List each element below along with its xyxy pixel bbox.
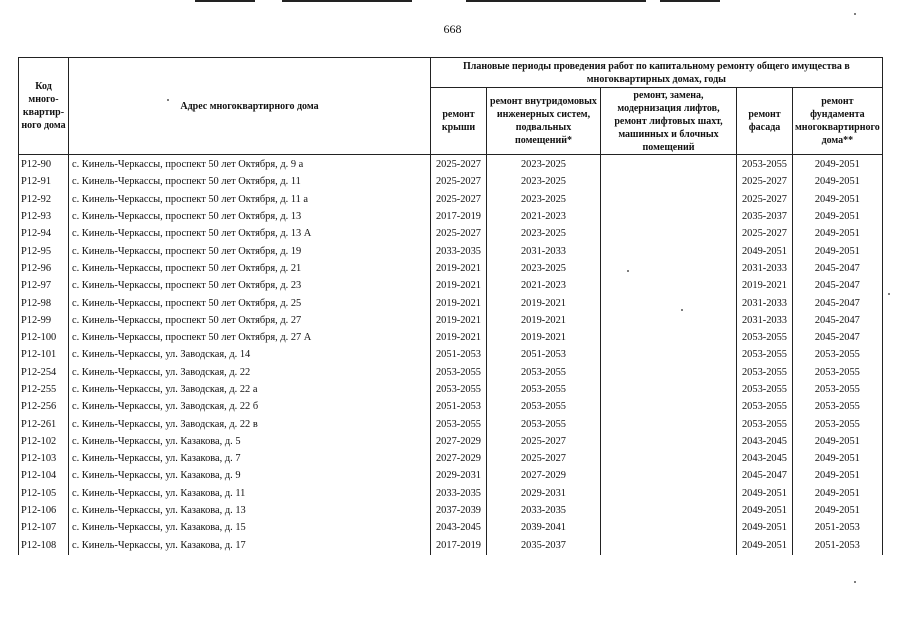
cell-foundation: 2045-2047 (793, 294, 883, 311)
cell-foundation: 2049-2051 (793, 242, 883, 259)
cell-foundation: 2045-2047 (793, 329, 883, 346)
cell-elevators (601, 208, 737, 225)
cell-code: Р12-105 (19, 485, 69, 502)
cell-roof: 2033-2035 (431, 485, 487, 502)
header-foundation: ремонт фундамента многоквартирного дома** (793, 88, 883, 155)
cell-address: с. Кинель-Черкассы, ул. Казакова, д. 15 (69, 519, 431, 536)
table-row (19, 485, 883, 502)
cell-address: с. Кинель-Черкассы, ул. Казакова, д. 11 (69, 485, 431, 502)
cell-systems: 2023-2025 (487, 260, 601, 277)
cell-roof: 2019-2021 (431, 329, 487, 346)
cell-foundation: 2049-2051 (793, 173, 883, 190)
cell-facade: 2031-2033 (737, 294, 793, 311)
scan-speck (854, 13, 856, 15)
cell-systems: 2023-2025 (487, 225, 601, 242)
scan-artifact-line (195, 0, 255, 2)
cell-address: с. Кинель-Черкассы, проспект 50 лет Октября, д. 13 А (69, 225, 431, 242)
header-address: Адрес многоквартирного дома (69, 58, 431, 155)
cell-address: с. Кинель-Черкассы, проспект 50 лет Октября, д. 13 (69, 208, 431, 225)
cell-foundation: 2053-2055 (793, 364, 883, 381)
cell-roof: 2053-2055 (431, 415, 487, 432)
cell-foundation: 2053-2055 (793, 346, 883, 363)
cell-address: с. Кинель-Черкассы, ул. Казакова, д. 5 (69, 433, 431, 450)
table-row (19, 502, 883, 519)
cell-roof: 2025-2027 (431, 225, 487, 242)
cell-roof: 2025-2027 (431, 155, 487, 174)
cell-systems: 2033-2035 (487, 502, 601, 519)
cell-foundation: 2049-2051 (793, 155, 883, 174)
cell-elevators (601, 225, 737, 242)
cell-foundation: 2053-2055 (793, 381, 883, 398)
header-code: Код много-квартир-ного дома (19, 58, 69, 155)
cell-facade: 2053-2055 (737, 346, 793, 363)
cell-facade: 2053-2055 (737, 415, 793, 432)
cell-facade: 2035-2037 (737, 208, 793, 225)
cell-roof: 2017-2019 (431, 208, 487, 225)
table-row (19, 208, 883, 225)
cell-elevators (601, 364, 737, 381)
cell-elevators (601, 242, 737, 259)
cell-code: Р12-95 (19, 242, 69, 259)
header-planned-periods: Плановые периоды проведения работ по капитальному ремонту общего имущества в многоквартирных домах, годы (431, 58, 883, 88)
cell-foundation: 2049-2051 (793, 433, 883, 450)
cell-facade: 2025-2027 (737, 225, 793, 242)
cell-address: с. Кинель-Черкассы, ул. Казакова, д. 13 (69, 502, 431, 519)
cell-elevators (601, 415, 737, 432)
table-row (19, 312, 883, 329)
table-row (19, 381, 883, 398)
cell-facade: 2025-2027 (737, 173, 793, 190)
cell-foundation: 2049-2051 (793, 225, 883, 242)
cell-elevators (601, 346, 737, 363)
table-row (19, 225, 883, 242)
cell-foundation: 2049-2051 (793, 485, 883, 502)
cell-elevators (601, 537, 737, 555)
cell-code: Р12-93 (19, 208, 69, 225)
cell-address: с. Кинель-Черкассы, ул. Казакова, д. 7 (69, 450, 431, 467)
cell-roof: 2029-2031 (431, 467, 487, 484)
cell-code: Р12-101 (19, 346, 69, 363)
cell-roof: 2053-2055 (431, 381, 487, 398)
cell-address: с. Кинель-Черкассы, ул. Казакова, д. 9 (69, 467, 431, 484)
table-row (19, 415, 883, 432)
cell-roof: 2017-2019 (431, 537, 487, 555)
scan-speck (888, 293, 890, 295)
scan-artifact-line (466, 0, 646, 2)
cell-facade: 2043-2045 (737, 433, 793, 450)
table-row (19, 277, 883, 294)
cell-roof: 2025-2027 (431, 191, 487, 208)
cell-roof: 2051-2053 (431, 398, 487, 415)
cell-systems: 2053-2055 (487, 364, 601, 381)
table-row (19, 450, 883, 467)
header-systems: ремонт внутридомовых инженерных систем, подвальных помещений* (487, 88, 601, 155)
cell-code: Р12-96 (19, 260, 69, 277)
cell-facade: 2049-2051 (737, 519, 793, 536)
cell-code: Р12-106 (19, 502, 69, 519)
cell-foundation: 2053-2055 (793, 398, 883, 415)
cell-elevators (601, 191, 737, 208)
cell-code: Р12-90 (19, 155, 69, 174)
header-elevators: ремонт, замена, модернизация лифтов, ремонт лифтовых шахт, машинных и блочных помещений (601, 88, 737, 155)
cell-systems: 2029-2031 (487, 485, 601, 502)
cell-elevators (601, 381, 737, 398)
cell-elevators (601, 519, 737, 536)
cell-address: с. Кинель-Черкассы, проспект 50 лет Октября, д. 11 а (69, 191, 431, 208)
table-row (19, 329, 883, 346)
cell-foundation: 2049-2051 (793, 191, 883, 208)
cell-address: с. Кинель-Черкассы, проспект 50 лет Октября, д. 11 (69, 173, 431, 190)
cell-facade: 2045-2047 (737, 467, 793, 484)
cell-code: Р12-102 (19, 433, 69, 450)
cell-systems: 2051-2053 (487, 346, 601, 363)
cell-address: с. Кинель-Черкассы, ул. Казакова, д. 17 (69, 537, 431, 555)
cell-code: Р12-254 (19, 364, 69, 381)
cell-facade: 2031-2033 (737, 260, 793, 277)
cell-facade: 2049-2051 (737, 485, 793, 502)
cell-facade: 2053-2055 (737, 398, 793, 415)
cell-roof: 2043-2045 (431, 519, 487, 536)
cell-systems: 2053-2055 (487, 398, 601, 415)
table-row (19, 433, 883, 450)
cell-foundation: 2049-2051 (793, 502, 883, 519)
cell-elevators (601, 173, 737, 190)
cell-facade: 2025-2027 (737, 191, 793, 208)
scan-artifact-line (660, 0, 720, 2)
cell-code: Р12-261 (19, 415, 69, 432)
cell-elevators (601, 433, 737, 450)
cell-foundation: 2049-2051 (793, 208, 883, 225)
cell-code: Р12-92 (19, 191, 69, 208)
cell-facade: 2019-2021 (737, 277, 793, 294)
table-row (19, 191, 883, 208)
cell-code: Р12-99 (19, 312, 69, 329)
cell-roof: 2025-2027 (431, 173, 487, 190)
cell-address: с. Кинель-Черкассы, проспект 50 лет Октября, д. 27 (69, 312, 431, 329)
header-facade: ремонт фасада (737, 88, 793, 155)
cell-systems: 2019-2021 (487, 329, 601, 346)
cell-roof: 2019-2021 (431, 294, 487, 311)
cell-systems: 2031-2033 (487, 242, 601, 259)
cell-elevators (601, 485, 737, 502)
cell-code: Р12-255 (19, 381, 69, 398)
cell-address: с. Кинель-Черкассы, проспект 50 лет Октября, д. 23 (69, 277, 431, 294)
cell-facade: 2031-2033 (737, 312, 793, 329)
page-number: 668 (443, 22, 462, 36)
cell-elevators (601, 312, 737, 329)
cell-code: Р12-100 (19, 329, 69, 346)
cell-elevators (601, 450, 737, 467)
cell-elevators (601, 155, 737, 174)
cell-systems: 2019-2021 (487, 312, 601, 329)
cell-systems: 2025-2027 (487, 433, 601, 450)
cell-systems: 2019-2021 (487, 294, 601, 311)
cell-facade: 2053-2055 (737, 155, 793, 174)
cell-code: Р12-108 (19, 537, 69, 555)
cell-foundation: 2045-2047 (793, 260, 883, 277)
table-row (19, 467, 883, 484)
table-row (19, 294, 883, 311)
scan-speck (854, 581, 856, 583)
cell-address: с. Кинель-Черкассы, ул. Заводская, д. 22 а (69, 381, 431, 398)
cell-roof: 2019-2021 (431, 260, 487, 277)
cell-code: Р12-103 (19, 450, 69, 467)
cell-facade: 2049-2051 (737, 502, 793, 519)
cell-facade: 2053-2055 (737, 364, 793, 381)
cell-address: с. Кинель-Черкассы, ул. Заводская, д. 22 (69, 364, 431, 381)
cell-roof: 2019-2021 (431, 277, 487, 294)
cell-elevators (601, 294, 737, 311)
cell-address: с. Кинель-Черкассы, проспект 50 лет Октября, д. 9 а (69, 155, 431, 174)
cell-roof: 2037-2039 (431, 502, 487, 519)
cell-facade: 2053-2055 (737, 329, 793, 346)
header-roof: ремонт крыши (431, 88, 487, 155)
cell-roof: 2053-2055 (431, 364, 487, 381)
table-row (19, 346, 883, 363)
cell-roof: 2027-2029 (431, 433, 487, 450)
cell-foundation: 2051-2053 (793, 519, 883, 536)
cell-address: с. Кинель-Черкассы, ул. Заводская, д. 22 б (69, 398, 431, 415)
cell-elevators (601, 467, 737, 484)
cell-foundation: 2051-2053 (793, 537, 883, 555)
cell-elevators (601, 398, 737, 415)
cell-facade: 2053-2055 (737, 381, 793, 398)
cell-roof: 2019-2021 (431, 312, 487, 329)
cell-code: Р12-98 (19, 294, 69, 311)
table-row (19, 398, 883, 415)
table-row (19, 242, 883, 259)
cell-systems: 2023-2025 (487, 155, 601, 174)
cell-roof: 2033-2035 (431, 242, 487, 259)
cell-foundation: 2049-2051 (793, 467, 883, 484)
cell-elevators (601, 277, 737, 294)
cell-systems: 2023-2025 (487, 191, 601, 208)
cell-address: с. Кинель-Черкассы, проспект 50 лет Октября, д. 19 (69, 242, 431, 259)
cell-address: с. Кинель-Черкассы, проспект 50 лет Октября, д. 21 (69, 260, 431, 277)
cell-code: Р12-97 (19, 277, 69, 294)
cell-systems: 2021-2023 (487, 277, 601, 294)
cell-elevators (601, 329, 737, 346)
table-row (19, 519, 883, 536)
cell-roof: 2027-2029 (431, 450, 487, 467)
cell-systems: 2027-2029 (487, 467, 601, 484)
table-row (19, 537, 883, 555)
cell-systems: 2021-2023 (487, 208, 601, 225)
cell-systems: 2035-2037 (487, 537, 601, 555)
cell-facade: 2049-2051 (737, 537, 793, 555)
cell-systems: 2023-2025 (487, 173, 601, 190)
cell-systems: 2039-2041 (487, 519, 601, 536)
cell-systems: 2025-2027 (487, 450, 601, 467)
cell-code: Р12-94 (19, 225, 69, 242)
cell-foundation: 2045-2047 (793, 312, 883, 329)
cell-elevators (601, 260, 737, 277)
cell-address: с. Кинель-Черкассы, проспект 50 лет Октября, д. 27 А (69, 329, 431, 346)
scan-artifact-line (282, 0, 412, 2)
cell-facade: 2043-2045 (737, 450, 793, 467)
cell-elevators (601, 502, 737, 519)
cell-address: с. Кинель-Черкассы, проспект 50 лет Октября, д. 25 (69, 294, 431, 311)
cell-address: с. Кинель-Черкассы, ул. Заводская, д. 14 (69, 346, 431, 363)
table-row (19, 155, 883, 174)
cell-facade: 2049-2051 (737, 242, 793, 259)
cell-code: Р12-104 (19, 467, 69, 484)
table-body (19, 155, 883, 555)
table-row (19, 173, 883, 190)
cell-code: Р12-256 (19, 398, 69, 415)
cell-code: Р12-107 (19, 519, 69, 536)
cell-roof: 2051-2053 (431, 346, 487, 363)
cell-address: с. Кинель-Черкассы, ул. Заводская, д. 22 в (69, 415, 431, 432)
table-header (19, 58, 883, 155)
cell-foundation: 2053-2055 (793, 415, 883, 432)
table-row (19, 260, 883, 277)
cell-systems: 2053-2055 (487, 381, 601, 398)
capital-repair-schedule-table (18, 57, 883, 555)
cell-code: Р12-91 (19, 173, 69, 190)
table-row (19, 364, 883, 381)
cell-systems: 2053-2055 (487, 415, 601, 432)
cell-foundation: 2049-2051 (793, 450, 883, 467)
cell-foundation: 2045-2047 (793, 277, 883, 294)
